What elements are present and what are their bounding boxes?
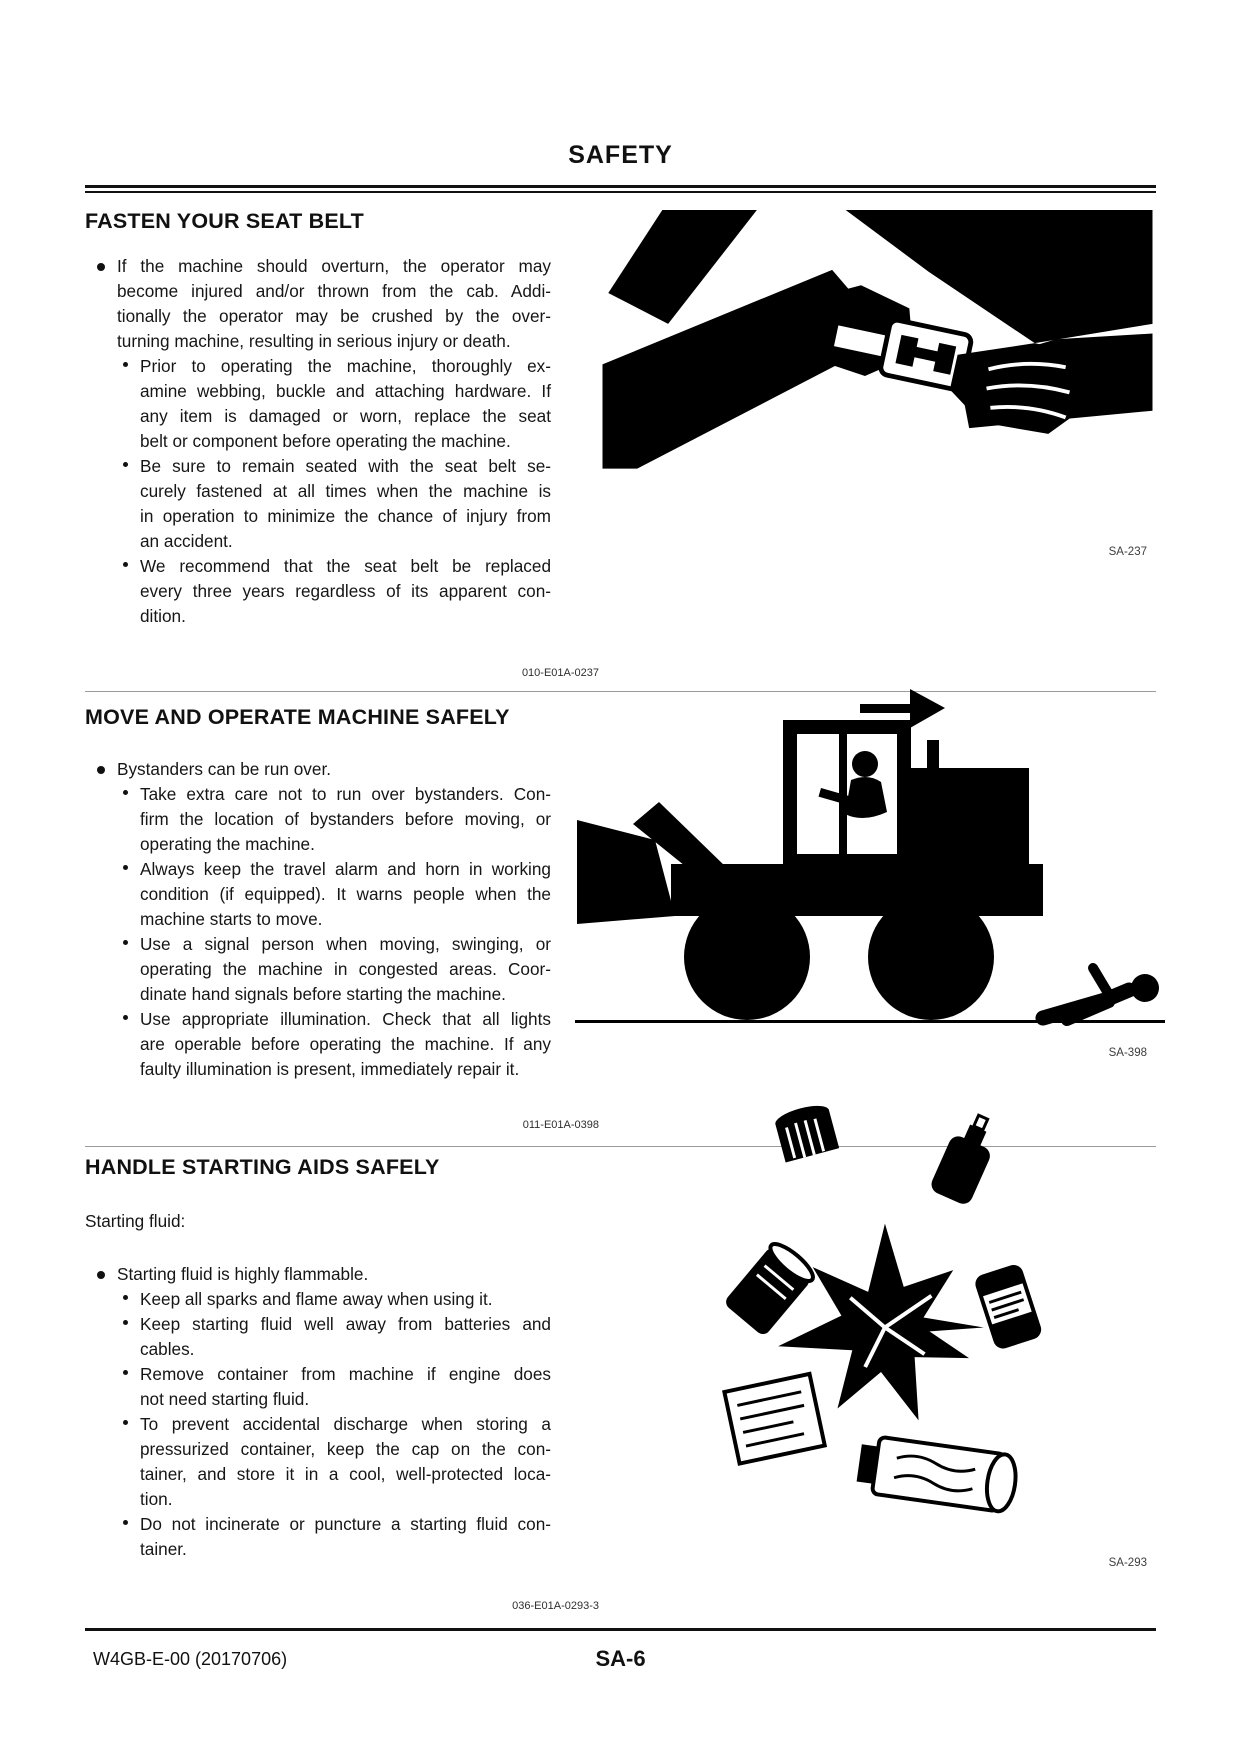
document-code: W4GB-E-00 (20170706) bbox=[93, 1649, 288, 1669]
list-item bbox=[85, 857, 551, 932]
list-item-text bbox=[117, 254, 551, 354]
text-line: machine starts to move. bbox=[140, 909, 323, 929]
text-line: turning machine, resulting in serious injury or death. bbox=[117, 331, 511, 351]
sub-bullet-icon bbox=[121, 1007, 140, 1082]
page-title: SAFETY bbox=[568, 141, 673, 169]
figure-label: SA-237 bbox=[1108, 546, 1147, 558]
sub-bullet-icon bbox=[121, 554, 140, 629]
text-line: Always keep the travel alarm and horn in working bbox=[140, 859, 551, 879]
list-item bbox=[85, 554, 551, 629]
text-line: Use appropriate illumination. Check that all lights bbox=[140, 1009, 551, 1029]
section-2-list bbox=[85, 757, 551, 1082]
footer-rule bbox=[85, 1628, 1156, 1631]
list-item-text bbox=[117, 1262, 551, 1287]
rear-wheel bbox=[868, 894, 994, 1020]
list-item-text bbox=[140, 554, 551, 629]
list-item bbox=[85, 1412, 551, 1512]
sub-bullet-icon bbox=[121, 1412, 140, 1512]
text-line: Take extra care not to run over bystanders. Con- bbox=[140, 784, 551, 804]
section-3-list bbox=[85, 1262, 551, 1562]
text-line: an accident. bbox=[140, 531, 233, 551]
text-line: Prior to operating the machine, thoroughly ex- bbox=[140, 356, 551, 376]
list-item bbox=[85, 1007, 551, 1082]
paragraph-code: 010-E01A-0237 bbox=[521, 667, 599, 679]
text-line: tainer. bbox=[140, 1539, 187, 1559]
list-item-text bbox=[140, 454, 551, 554]
sub-bullet-icon bbox=[121, 1512, 140, 1562]
text-line: Remove container from machine if engine does bbox=[140, 1364, 551, 1384]
text-line: are operable before operating the machine. If any bbox=[140, 1034, 551, 1054]
text-line: To prevent accidental discharge when storing a bbox=[140, 1414, 551, 1434]
text-line: tionally the operator may be crushed by the over- bbox=[117, 306, 551, 326]
text-line: Keep starting fluid well away from batteries and bbox=[140, 1314, 551, 1334]
text-line: Keep all sparks and flame away when using it. bbox=[140, 1289, 493, 1309]
list-item bbox=[85, 1362, 551, 1412]
sub-bullet-icon bbox=[121, 454, 140, 554]
fallen-person-silhouette bbox=[1043, 968, 1159, 1020]
list-item-text bbox=[140, 857, 551, 932]
sub-bullet-icon bbox=[121, 354, 140, 454]
sub-bullet-icon bbox=[121, 1312, 140, 1362]
sub-bullet-icon bbox=[121, 1287, 140, 1312]
list-item bbox=[85, 1312, 551, 1362]
text-line: belt or component before operating the machine. bbox=[140, 431, 511, 451]
text-line: dition. bbox=[140, 606, 186, 626]
text-line: Use a signal person when moving, swinging, or bbox=[140, 934, 551, 954]
text-line: operating the machine. bbox=[140, 834, 315, 854]
text-line: If the machine should overturn, the operator may bbox=[117, 256, 551, 276]
list-item-text bbox=[140, 932, 551, 1007]
tipped-container-left bbox=[723, 1239, 818, 1338]
section-heading-handle-starting-aids: HANDLE STARTING AIDS SAFELY bbox=[85, 1155, 440, 1179]
text-line: We recommend that the seat belt be replaced bbox=[140, 556, 551, 576]
operator-silhouette bbox=[852, 751, 878, 777]
wheel-loader-illustration bbox=[575, 672, 1165, 1028]
sub-bullet-icon bbox=[121, 782, 140, 857]
label-sheet bbox=[724, 1374, 824, 1464]
list-item bbox=[85, 932, 551, 1007]
list-item-text bbox=[140, 1312, 551, 1362]
list-item bbox=[85, 254, 551, 354]
text-line: amine webbing, buckle and attaching hardware. If bbox=[140, 381, 551, 401]
list-item bbox=[85, 782, 551, 857]
flying-cap bbox=[773, 1101, 839, 1162]
text-line: dinate hand signals before starting the machine. bbox=[140, 984, 506, 1004]
text-line: faulty illumination is present, immediately repair it. bbox=[140, 1059, 520, 1079]
bullet-icon bbox=[97, 1262, 117, 1287]
aerosol-can-top bbox=[928, 1109, 1004, 1207]
list-item bbox=[85, 757, 551, 782]
list-item-text bbox=[140, 1362, 551, 1412]
sub-bullet-icon bbox=[121, 857, 140, 932]
list-item-text bbox=[140, 1287, 551, 1312]
aerosol-can-right bbox=[973, 1262, 1044, 1351]
figure-label: SA-398 bbox=[1108, 1047, 1147, 1059]
sub-bullet-icon bbox=[121, 932, 140, 1007]
list-item-text bbox=[140, 354, 551, 454]
starting-fluid-explosion-illustration bbox=[700, 1095, 1060, 1550]
text-line: operating the machine in congested areas. Coor- bbox=[140, 959, 551, 979]
text-line: curely fastened at all times when the machine is bbox=[140, 481, 551, 501]
starting-fluid-can bbox=[855, 1434, 1019, 1513]
list-item-text bbox=[140, 782, 551, 857]
text-line: Bystanders can be run over. bbox=[117, 759, 332, 779]
section-heading-move-and-operate: MOVE AND OPERATE MACHINE SAFELY bbox=[85, 705, 510, 729]
title-rule-thin bbox=[85, 191, 1156, 193]
list-item bbox=[85, 1287, 551, 1312]
section-heading-fasten-seat-belt: FASTEN YOUR SEAT BELT bbox=[85, 209, 364, 233]
list-item bbox=[85, 1262, 551, 1287]
direction-arrow-icon bbox=[910, 689, 945, 728]
text-line: pressurized container, keep the cap on the con- bbox=[140, 1439, 551, 1459]
text-line: not need starting fluid. bbox=[140, 1389, 310, 1409]
text-line: every three years regardless of its apparent con- bbox=[140, 581, 551, 601]
front-wheel bbox=[684, 894, 810, 1020]
text-line: any item is damaged or worn, replace the seat bbox=[140, 406, 551, 426]
bullet-icon bbox=[97, 254, 117, 354]
sub-bullet-icon bbox=[121, 1362, 140, 1412]
text-line: tainer, and store it in a cool, well-protected loca- bbox=[140, 1464, 551, 1484]
text-line: Be sure to remain seated with the seat belt se- bbox=[140, 456, 551, 476]
list-item-text bbox=[140, 1007, 551, 1082]
text-line: Do not incinerate or puncture a starting fluid con- bbox=[140, 1514, 551, 1534]
text-line: cables. bbox=[140, 1339, 195, 1359]
text-line: in operation to minimize the chance of injury from bbox=[140, 506, 551, 526]
section-3-intro: Starting fluid: bbox=[85, 1211, 186, 1231]
list-item-text bbox=[140, 1512, 551, 1562]
text-line: Starting fluid is highly flammable. bbox=[117, 1264, 369, 1284]
section-1-list bbox=[85, 254, 551, 629]
figure-label: SA-293 bbox=[1108, 1557, 1147, 1569]
text-line: firm the location of bystanders before moving, or bbox=[140, 809, 551, 829]
text-line: become injured and/or thrown from the cab. Addi- bbox=[117, 281, 551, 301]
list-item-text bbox=[140, 1412, 551, 1512]
paragraph-code: 036-E01A-0293-3 bbox=[512, 1600, 599, 1612]
list-item bbox=[85, 454, 551, 554]
text-line: condition (if equipped). It warns people when the bbox=[140, 884, 551, 904]
list-item-text bbox=[117, 757, 551, 782]
text-line: tion. bbox=[140, 1489, 173, 1509]
paragraph-code: 011-E01A-0398 bbox=[522, 1119, 599, 1131]
list-item bbox=[85, 1512, 551, 1562]
ground-line bbox=[575, 1020, 1165, 1023]
title-rule-thick bbox=[85, 185, 1156, 188]
bullet-icon bbox=[97, 757, 117, 782]
list-item bbox=[85, 354, 551, 454]
seatbelt-illustration bbox=[595, 210, 1160, 485]
page-number: SA-6 bbox=[595, 1646, 646, 1671]
